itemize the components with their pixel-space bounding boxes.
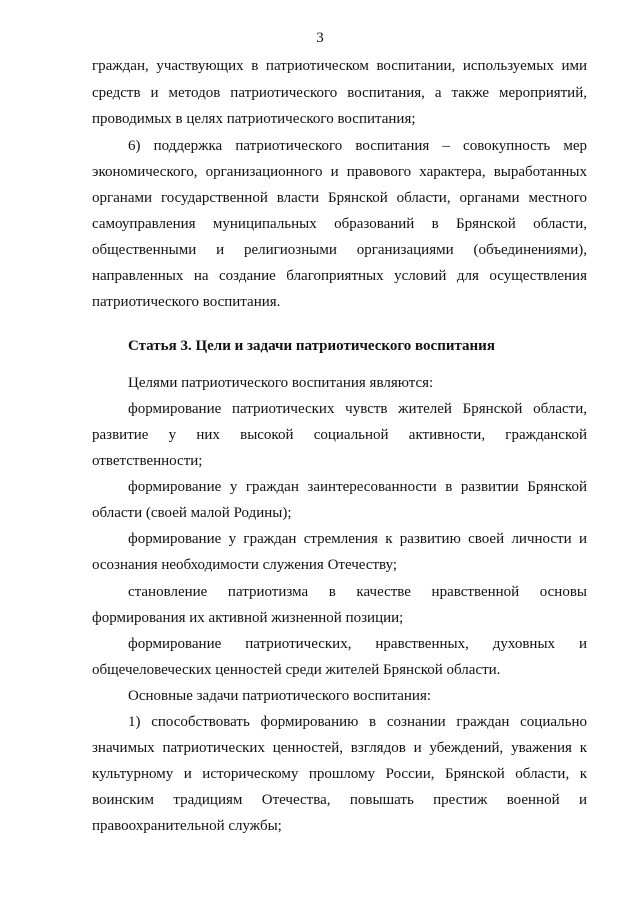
text-line: 1) способствовать формированию в сознании граждан социально bbox=[128, 714, 587, 730]
text-line: воинским традициям Отечества, повышать престиж военной и bbox=[92, 792, 587, 808]
text-line: формирование патриотических чувств жителей Брянской области, bbox=[128, 401, 587, 417]
page-number: 3 bbox=[316, 30, 324, 46]
text-line: культурному и историческому прошлому России, Брянской области, к bbox=[92, 766, 587, 782]
text-line: самоуправления муниципальных образований в Брянской области, bbox=[92, 216, 587, 232]
text-line: области (своей малой Родины); bbox=[92, 505, 292, 521]
text-line: средств и методов патриотического воспитания, а также мероприятий, bbox=[92, 85, 587, 101]
text-line: общественными и религиозными организациями (объединениями), bbox=[92, 242, 587, 258]
text-line: органами государственной власти Брянской области, органами местного bbox=[92, 190, 587, 206]
text-line: граждан, участвующих в патриотическом воспитании, используемых ими bbox=[92, 58, 587, 74]
text-line: осознания необходимости служения Отечеству; bbox=[92, 557, 398, 573]
text-line: формирование у граждан стремления к развитию своей личности и bbox=[128, 531, 587, 547]
text-line: проводимых в целях патриотического воспитания; bbox=[92, 111, 416, 127]
text-line: значимых патриотических ценностей, взглядов и убеждений, уважения к bbox=[92, 740, 587, 756]
text-line: становление патриотизма в качестве нравственной основы bbox=[128, 584, 587, 600]
text-line: общечеловеческих ценностей среди жителей Брянской области. bbox=[92, 662, 501, 678]
text-line: экономического, организационного и правового характера, выработанных bbox=[92, 164, 587, 180]
text-line: 6) поддержка патриотического воспитания – совокупность мер bbox=[128, 138, 587, 154]
text-line: формирования их активной жизненной позиции; bbox=[92, 610, 404, 626]
text-line: правоохранительной службы; bbox=[92, 818, 282, 834]
text-line: Основные задачи патриотического воспитания: bbox=[128, 688, 432, 704]
article-heading: Статья 3. Цели и задачи патриотического воспитания bbox=[128, 338, 495, 354]
text-line: патриотического воспитания. bbox=[92, 294, 281, 310]
text-line: развитие у них высокой социальной активности, гражданской bbox=[92, 427, 587, 443]
text-line: Целями патриотического воспитания являются: bbox=[128, 375, 434, 391]
text-line: направленных на создание благоприятных условий для осуществления bbox=[92, 268, 587, 284]
text-line: формирование у граждан заинтересованности в развитии Брянской bbox=[128, 479, 587, 495]
text-line: формирование патриотических, нравственных, духовных и bbox=[128, 636, 587, 652]
text-line: ответственности; bbox=[92, 453, 203, 469]
